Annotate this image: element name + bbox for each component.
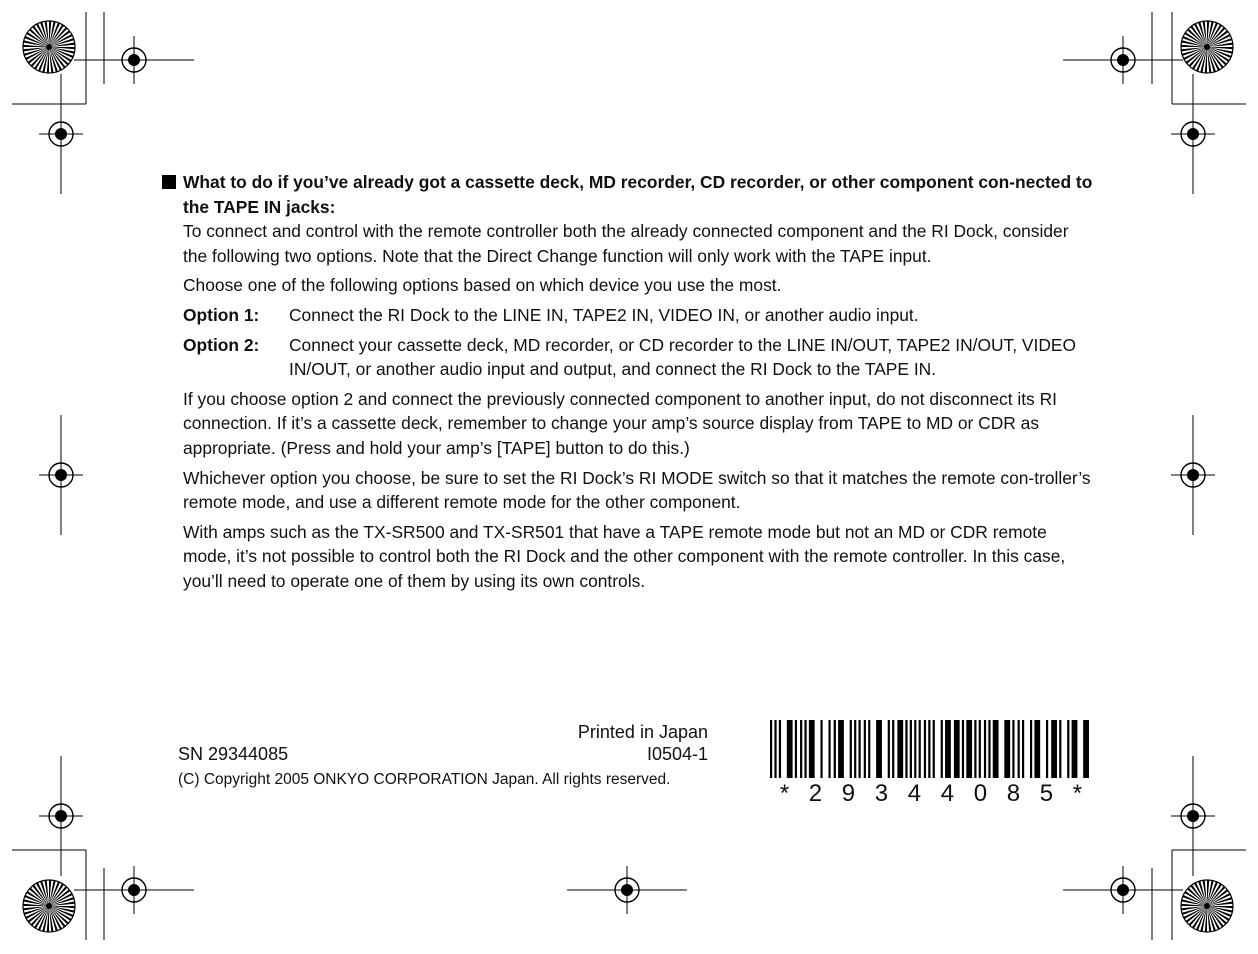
barcode [770, 720, 1092, 778]
barcode-bar [910, 720, 912, 778]
barcode-char: 5 [1039, 780, 1054, 807]
barcode-bar [820, 720, 822, 778]
barcode-bar [1012, 720, 1014, 778]
barcode-bar [1067, 720, 1069, 778]
barcode-bar [962, 720, 964, 778]
intro-paragraph: To connect and control with the remote controller both the already connected component and the RI Dock, consider the following two options. Note that the Direct Change function will only work with the TAPE input. [183, 221, 1069, 266]
barcode-bar [984, 720, 986, 778]
barcode-bar [945, 720, 951, 778]
barcode-bar [868, 720, 870, 778]
barcode-bar [834, 720, 836, 778]
barcode-bar [905, 720, 907, 778]
barcode-bar [933, 720, 935, 778]
barcode-bar [779, 720, 781, 778]
barcode-bar [804, 720, 806, 778]
barcode-bar [974, 720, 976, 778]
barcode-char: 4 [907, 780, 922, 807]
barcode-bar [924, 720, 926, 778]
barcode-char: * [1072, 780, 1083, 807]
starburst-center [46, 44, 52, 50]
barcode-bar [858, 720, 860, 778]
barcode-bar [838, 720, 844, 778]
copyright-notice: (C) Copyright 2005 ONKYO CORPORATION Japan. All rights reserved. [178, 771, 671, 788]
barcode-bar [876, 720, 882, 778]
barcode-bar [941, 720, 943, 778]
barcode-char: 3 [874, 780, 889, 807]
square-bullet-icon [162, 175, 176, 189]
option-2 [183, 333, 1093, 382]
barcode-bar [774, 720, 776, 778]
amps-paragraph: With amps such as the TX-SR500 and TX-SR501 that have a TAPE remote mode but not an MD or CDR remote mode, it’s not possible to control both the RI Dock and the other component with the remote controller. In this case, you’ll need to operate one of them by using its own controls. [183, 521, 1066, 591]
option-2-label: Option 2: [183, 334, 260, 355]
print-code: I0504-1 [646, 744, 708, 764]
barcode-bar [897, 720, 903, 778]
option-1-text: Connect the RI Dock to the LINE IN, TAPE2 IN, VIDEO IN, or another audio input. [289, 304, 919, 325]
barcode-bar [850, 720, 852, 778]
barcode-bar [919, 720, 921, 778]
printed-in-japan: Printed in Japan [577, 722, 708, 742]
barcode-char: * [779, 780, 790, 807]
barcode-bar [993, 720, 999, 778]
barcode-bar [914, 720, 916, 778]
barcode-bar [800, 720, 802, 778]
barcode-bar [888, 720, 890, 778]
barcode-bar [1051, 720, 1057, 778]
barcode-bar [892, 720, 894, 778]
starburst-center [46, 903, 52, 909]
barcode-bar [787, 720, 793, 778]
option-1-label: Option 1: [183, 304, 260, 325]
barcode-bar [954, 720, 960, 778]
heading-text: What to do if you’ve already got a cassette deck, MD recorder, CD recorder, or other component con-nected to the TAPE IN jacks: [183, 172, 1093, 217]
serial-number: SN 29344085 [178, 744, 289, 764]
barcode-bar [828, 720, 830, 778]
remote-mode-paragraph: Whichever option you choose, be sure to set the RI Dock’s RI MODE switch so that it matches the remote con-troller’s remote mode, and use a different remote mode for the other component. [183, 467, 1091, 513]
barcode-bar [1004, 720, 1010, 778]
barcode-bar [1034, 720, 1040, 778]
option-1 [183, 303, 1093, 328]
barcode-bar [1072, 720, 1078, 778]
barcode-char: 8 [1006, 780, 1021, 807]
barcode-bar [1046, 720, 1048, 778]
barcode-bar [864, 720, 866, 778]
barcode-char: 4 [940, 780, 955, 807]
option-2-text: Connect your cassette deck, MD recorder, or CD recorder to the LINE IN/OUT, TAPE2 IN/OUT, VIDEO IN/OUT, or another audio input and output, and connect the RI Dock to the TAPE IN. [289, 334, 1077, 380]
barcode-bar [979, 720, 981, 778]
starburst-center [1204, 903, 1210, 909]
barcode-bar [854, 720, 856, 778]
barcode-bar [966, 720, 972, 778]
barcode-bar [809, 720, 815, 778]
choose-paragraph: Choose one of the following options based on which device you use the most. [183, 275, 782, 296]
barcode-bar [1083, 720, 1089, 778]
instruction-section [183, 170, 1093, 599]
barcode-digits [770, 780, 1092, 808]
barcode-bar [988, 720, 990, 778]
barcode-bar [1018, 720, 1020, 778]
option-2-note-paragraph: If you choose option 2 and connect the previously connected component to another input, do not disconnect its RI connection. If it’s a cassette deck, remember to change your amp’s source display from TAPE to MD or CDR as appropriate. (Press and hold your amp’s [TAPE] button to do this.) [183, 388, 1057, 458]
barcode-bar [795, 720, 797, 778]
barcode-char: 9 [841, 780, 856, 807]
barcode-bar [770, 720, 772, 778]
barcode-bar [928, 720, 930, 778]
barcode-bar [1022, 720, 1024, 778]
barcode-bar [1030, 720, 1032, 778]
starburst-center [1204, 44, 1210, 50]
barcode-char: 0 [973, 780, 988, 807]
barcode-bar [1059, 720, 1061, 778]
barcode-char: 2 [808, 780, 823, 807]
section-heading [183, 170, 1093, 219]
